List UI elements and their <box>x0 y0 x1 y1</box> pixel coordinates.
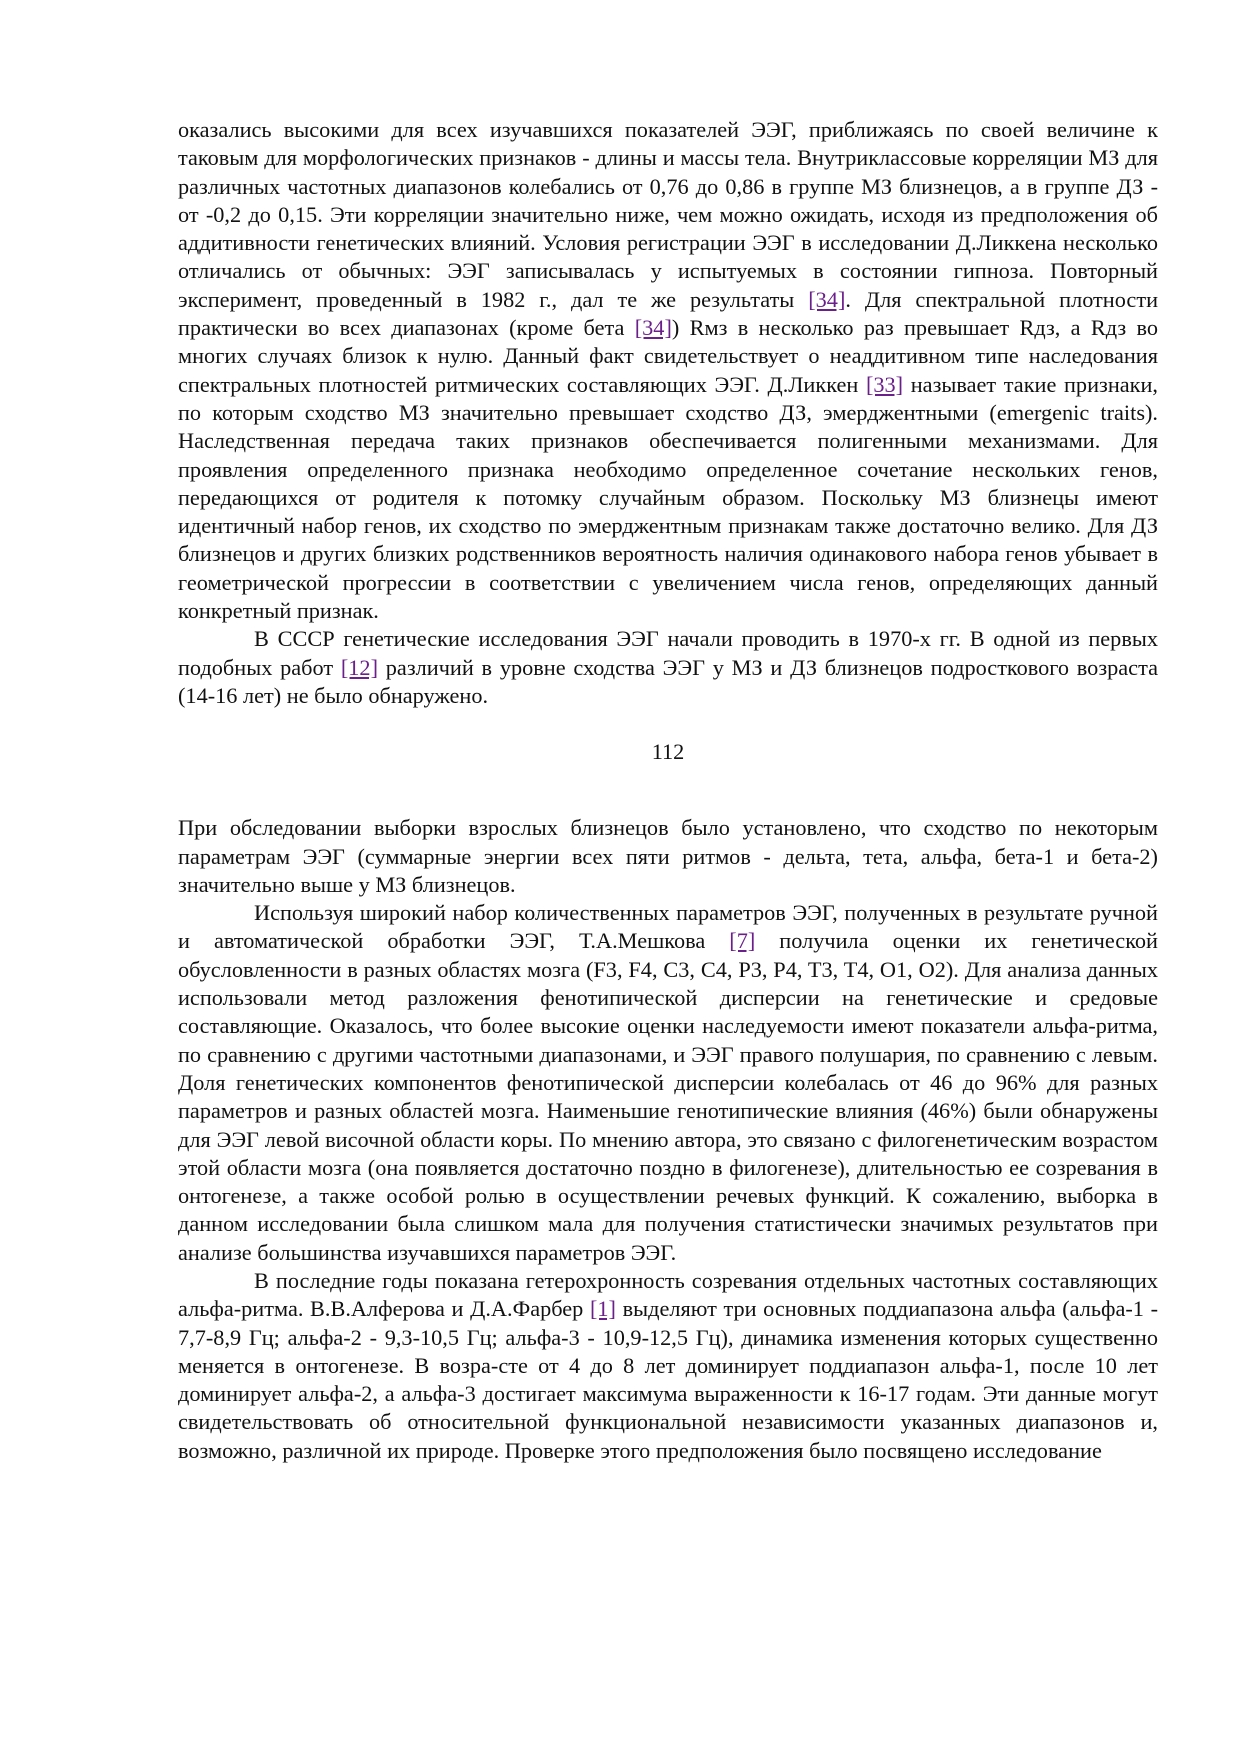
text-segment: В последние годы показана гетерохронность созревания отдельных частотных составляющих альфа-ритма. В.В.Алферова и Д.А.Фарбер <box>178 1267 1158 1322</box>
citation-link-34-second[interactable]: [34] <box>634 315 672 341</box>
paragraph-alpha-heterochrony <box>178 1267 1158 1465</box>
citation-link-7[interactable]: [7] <box>729 928 756 954</box>
text-segment: При обследовании выборки взрослых близнецов было установлено, что сходство по некоторым параметрам ЭЭГ (суммарные энергии всех пяти ритмов - дельта, тета, альфа, бета-1 и бета-2) значительно выше у МЗ близнецов. <box>178 815 1158 897</box>
citation-link-33[interactable]: [33] <box>865 371 904 397</box>
citation-link-34[interactable]: [34] <box>808 286 846 312</box>
text-segment: получила оценки их генетической обусловленности в разных областях мозга (F3, F4, C3, C4, P3, P4, T3, T4, O1, O2). Для анализа данных использовали метод разложения фенотипической дисперсии на генетические и средовые составляющие. Оказалось, что более высокие оценки наследуемости имеют показатели альфа-ритма, по сравнению с другими частотными диапазонами, и ЭЭГ правого полушария, по сравнению с левым. Доля генетических компонентов фенотипической дисперсии колебалась от 46 до 96% для разных параметров и разных областей мозга. Наименьшие генотипические влияния (46%) были обнаружены для ЭЭГ левой височной области коры. По мнению автора, это связано с филогенетическим возрастом этой области мозга (она появляется достаточно поздно в филогенезе), длительностью ее созревания в онтогенезе, а также особой ролью в осуществлении речевых функций. К сожалению, выборка в данном исследовании была слишком мала для получения статистически значимых результатов при анализе большинства изучавшихся параметров ЭЭГ. <box>178 928 1158 1265</box>
paragraph-ussr-research <box>178 625 1158 710</box>
text-block-bottom <box>178 814 1158 1465</box>
text-block-top <box>178 116 1158 710</box>
text-segment: называет такие признаки, по которым сходство МЗ значительно превышает сходство ДЗ, эмерджентными (emergenic traits). Наследственная передача таких признаков обеспечивается полигенными механизмами. Для проявления определенного признака необходимо определенное сочетание нескольких генов, передающихся от родителя к потомку случайным образом. Поскольку МЗ близнецы имеют идентичный набор генов, их сходство по эмерджентным признакам также достаточно велико. Для ДЗ близнецов и других близких родственников вероятность наличия одинакового набора генов убывает в геометрической прогрессии в соответствии с увеличением числа генов, определяющих данный конкретный признак. <box>178 371 1158 624</box>
document-page <box>178 116 1158 1465</box>
paragraph-lykken-emergenic <box>178 116 1158 625</box>
text-segment: Используя широкий набор количественных параметров ЭЭГ, полученных в результате ручной и автоматической обработки ЭЭГ, Т.А.Мешкова <box>178 900 1158 954</box>
text-segment: различий в уровне сходства ЭЭГ у МЗ и ДЗ близнецов подросткового возраста (14-16 лет) не было обнаружено. <box>178 654 1158 708</box>
page-number: 112 <box>651 739 685 765</box>
text-segment: выделяют три основных поддиапазона альфа (альфа-1 - 7,7-8,9 Гц; альфа-2 - 9,3-10,5 Гц; альфа-3 - 10,9-12,5 Гц), динамика изменения которых существенно меняется в онтогенезе. В возра-сте от 4 до 8 лет доминирует поддиапазон альфа-1, после 10 лет доминирует альфа-2, а альфа-3 достигает максимума выраженности к 16-17 годам. Эти данные могут свидетельствовать об относительной функциональной независимости указанных диапазонов и, возможно, различной их природе. Проверке этого предположения было посвящено исследование <box>178 1296 1158 1463</box>
text-segment: В СССР генетические исследования ЭЭГ начали проводить в 1970-х гг. В одной из первых подобных работ <box>178 626 1158 680</box>
text-segment: . Для спектральной плотности практически во всех диапазонах (кроме бета <box>178 286 1158 341</box>
text-segment: оказались высокими для всех изучавшихся показателей ЭЭГ, приближаясь по своей величине к таковым для морфологических признаков - длины и массы тела. Внутриклассовые корреляции МЗ для различных частотных диапазонов колебались от 0,76 до 0,86 в группе МЗ близнецов, а в группе ДЗ - от -0,2 до 0,15. Эти корреляции значительно ниже, чем можно ожидать, исходя из предположения об аддитивности генетических влияний. Условия регистрации ЭЭГ в исследовании Д.Ликкена несколько отличались от обычных: ЭЭГ записывалась у испытуемых в состоянии гипноза. Повторный эксперимент, проведенный в 1982 г., дал те же результаты <box>178 117 1158 312</box>
text-segment: ) Rмз в несколько раз превышает Rдз, а Rдз во многих случаях близок к нулю. Данный факт свидетельствует о неаддитивном типе наследования спектральных плотностей ритмических составляющих ЭЭГ. Д.Ликкен <box>178 315 1158 397</box>
citation-link-12[interactable]: [12] <box>340 654 379 680</box>
paragraph-adult-twins <box>178 814 1158 899</box>
paragraph-meshkova <box>178 899 1158 1267</box>
citation-link-1[interactable]: [1] <box>589 1296 616 1322</box>
